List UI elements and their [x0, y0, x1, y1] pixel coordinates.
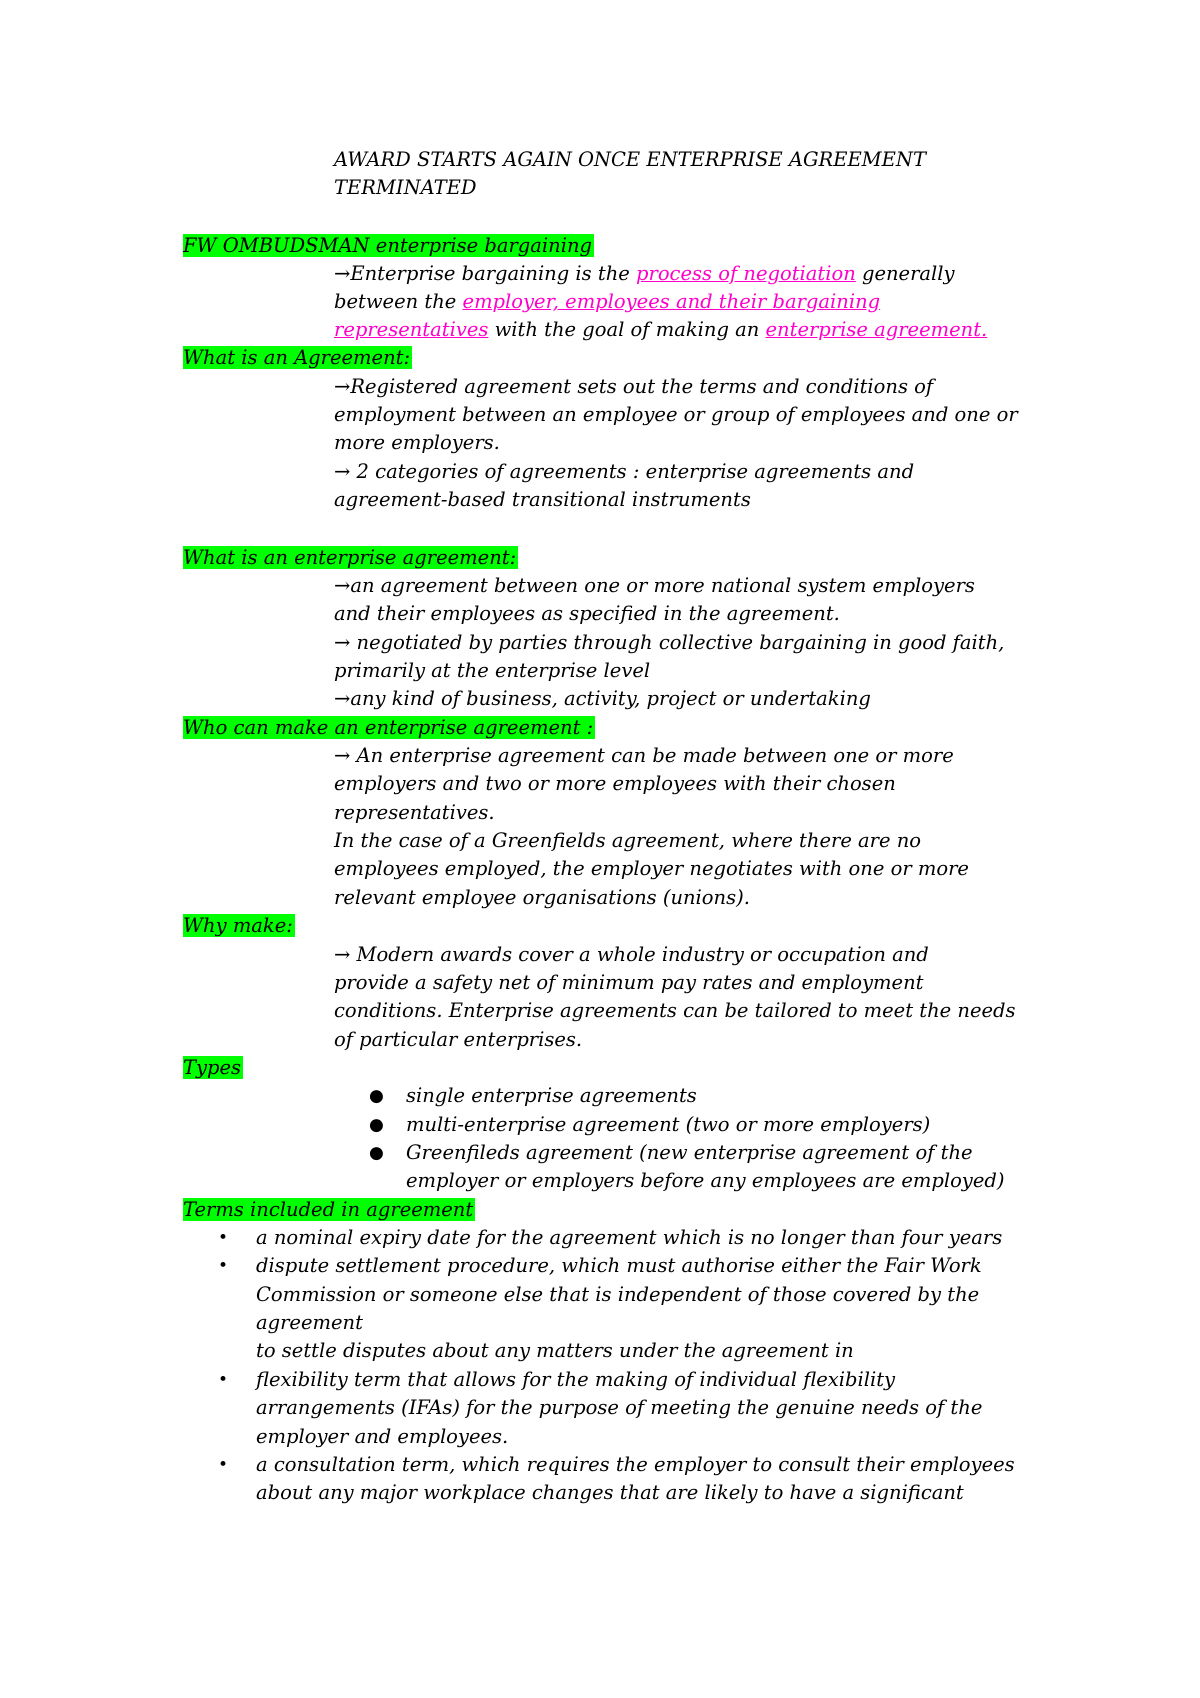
s3-line: → negotiated by parties through collective bargaining in good faith,: [334, 631, 1005, 654]
highlighted-title: Who can make an enterprise agreement :: [183, 716, 594, 739]
s3-line: →any kind of business, activity, project or undertaking: [334, 687, 871, 710]
s4-line: In the case of a Greenfields agreement, where there are no: [334, 829, 922, 852]
terms-list-item: flexibility term that allows for the making of individual flexibility: [256, 1368, 896, 1391]
s2-line: →Registered agreement sets out the terms and conditions of: [334, 375, 934, 398]
s4-line: → An enterprise agreement can be made between one or more: [334, 744, 954, 767]
heading-line-2: TERMINATED: [334, 176, 477, 199]
terms-list-item-cont: Commission or someone else that is independent of those covered by the: [256, 1283, 980, 1306]
s1-line-3: [334, 317, 987, 343]
s3-line: →an agreement between one or more national system employers: [334, 574, 975, 597]
terms-list-item-cont: to settle disputes about any matters under the agreement in: [256, 1339, 854, 1362]
s3-line: and their employees as specified in the agreement.: [334, 602, 840, 625]
bullet-icon: •: [218, 1455, 229, 1475]
link-process-of-negotiation[interactable]: process of negotiation: [636, 262, 856, 285]
highlighted-title: What is an Agreement:: [183, 346, 411, 369]
s2-line: agreement-based transitional instruments: [334, 488, 751, 511]
types-list-item: Greenfileds agreement (new enterprise agreement of the: [406, 1141, 973, 1164]
s1-line-1: [334, 261, 955, 287]
highlighted-title: FW OMBUDSMAN enterprise bargaining: [183, 234, 592, 257]
s4-line: employers and two or more employees with their chosen: [334, 772, 896, 795]
types-list-item: multi-enterprise agreement (two or more employers): [406, 1113, 931, 1136]
link-employer-employees[interactable]: employer, employees and their bargaining: [462, 290, 881, 313]
s4-line: employees employed, the employer negotiates with one or more: [334, 857, 969, 880]
bullet-icon: ●: [369, 1115, 384, 1135]
highlighted-title: Types: [183, 1056, 242, 1079]
s1-text: between the: [334, 290, 463, 313]
s4-line: representatives.: [334, 801, 495, 824]
section-title-terms-included: [183, 1197, 475, 1223]
terms-list-item-cont: agreement: [256, 1311, 363, 1334]
s1-text: generally: [855, 262, 955, 285]
terms-list-item-cont: employer and employees.: [256, 1425, 509, 1448]
section-title-types: [183, 1055, 243, 1081]
bullet-icon: •: [218, 1256, 229, 1276]
section-title-who-can-make: [183, 715, 595, 741]
bullet-icon: •: [218, 1228, 229, 1248]
highlighted-title: What is an enterprise agreement:: [183, 546, 517, 569]
s5-line: conditions. Enterprise agreements can be tailored to meet the needs: [334, 999, 1016, 1022]
types-list-item: single enterprise agreements: [406, 1084, 697, 1107]
terms-list-item-cont: arrangements (IFAs) for the purpose of meeting the genuine needs of the: [256, 1396, 983, 1419]
s1-text: →Enterprise bargaining is the: [334, 262, 637, 285]
s4-line: relevant employee organisations (unions).: [334, 886, 750, 909]
section-title-fw-ombudsman: [183, 233, 594, 259]
s1-text: with the goal of making an: [488, 318, 766, 341]
section-title-what-is-enterprise-agreement: [183, 545, 518, 571]
s3-line: primarily at the enterprise level: [334, 659, 651, 682]
link-representatives[interactable]: representatives: [334, 318, 489, 341]
terms-list-item-cont: about any major workplace changes that are likely to have a significant: [256, 1481, 964, 1504]
link-enterprise-agreement[interactable]: enterprise agreement.: [765, 318, 988, 341]
s5-line: provide a safety net of minimum pay rates and employment: [334, 971, 924, 994]
s2-line: → 2 categories of agreements : enterprise agreements and: [334, 460, 915, 483]
s2-line: more employers.: [334, 431, 500, 454]
terms-list-item: dispute settlement procedure, which must authorise either the Fair Work: [256, 1254, 982, 1277]
types-list-item-cont: employer or employers before any employees are employed): [406, 1169, 1005, 1192]
s2-line: employment between an employee or group of employees and one or: [334, 403, 1018, 426]
bullet-icon: •: [218, 1370, 229, 1390]
bullet-icon: ●: [369, 1143, 384, 1163]
s5-line: of particular enterprises.: [334, 1028, 583, 1051]
bullet-icon: ●: [369, 1086, 384, 1106]
heading-line-1: AWARD STARTS AGAIN ONCE ENTERPRISE AGREEMENT: [334, 148, 926, 171]
section-title-why-make: [183, 913, 295, 939]
terms-list-item: a nominal expiry date for the agreement which is no longer than four years: [256, 1226, 1003, 1249]
section-title-what-is-agreement: [183, 345, 412, 371]
terms-list-item: a consultation term, which requires the employer to consult their employees: [256, 1453, 1015, 1476]
highlighted-title: Why make:: [183, 914, 293, 937]
s5-line: → Modern awards cover a whole industry or occupation and: [334, 943, 929, 966]
s1-line-2: [334, 289, 880, 315]
highlighted-title: Terms included in agreement: [183, 1198, 474, 1221]
